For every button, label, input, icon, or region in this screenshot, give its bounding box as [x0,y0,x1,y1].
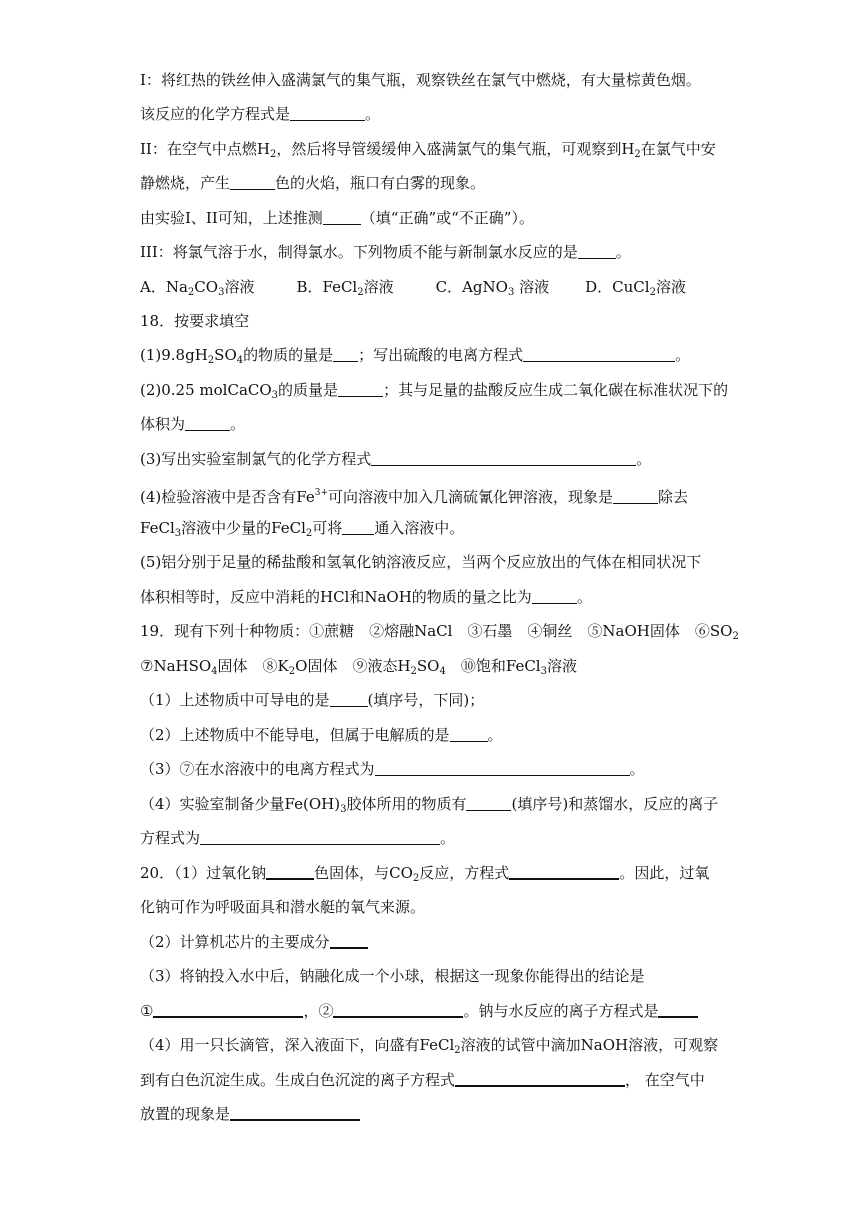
text-line [140,932,730,952]
text-line [140,70,730,90]
text-line [140,1070,730,1090]
text-run: （2）计算机芯片的主要成分 [140,933,330,951]
text-run: 溶液 [514,278,550,296]
text-run: 。 [365,105,381,123]
text-run: 溶液 [363,278,394,296]
text-run: ，② [303,1002,334,1020]
answer-blank [266,863,314,880]
text-run: （4）实验室制备少量Fe(OH) [140,795,341,813]
text-run: 的质量是 [278,381,339,399]
text-line [140,1001,730,1021]
subscript: 2 [305,528,313,539]
text-run: 。 [230,415,246,433]
answer-blank [333,346,358,362]
text-run: (4)检验溶液中是否含有Fe [140,488,315,506]
text-run: II：在空气中点燃H [140,140,270,158]
text-run: 。 [576,588,592,606]
text-run: 溶液 [546,657,577,675]
text-run: (5)铝分别于足量的稀盐酸和氢氧化钠溶液反应，当两个反应放出的气体在相同状况下 [140,553,702,571]
text-run: 的物质的量是 [243,346,334,364]
subscript: 3 [271,390,279,401]
text-run: 该反应的化学方程式是 [140,105,291,123]
text-line [140,552,730,572]
text-run: ⑩饱和FeCl [445,657,541,675]
subscript: 3 [540,666,547,677]
answer-blank [153,1001,303,1018]
text-run: （2）上述物质中不能导电，但属于电解质的是 [140,726,450,744]
answer-blank [338,381,383,397]
text-run: SO [416,657,440,675]
text-run: D．CuCl [585,278,650,296]
text-run: 化钠可作为呼吸面具和潜水艇的氧气来源。 [140,898,426,916]
subscript: 4 [439,666,446,677]
text-line [140,725,730,745]
subscript: 2 [732,631,739,642]
text-run: I：将红热的铁丝伸入盛满氯气的集气瓶，观察铁丝在氯气中燃烧，有大量棕黄色烟。 [140,71,701,89]
text-run: A．Na [140,278,188,296]
subscript: 2 [410,666,417,677]
text-run: 溶液中少量的FeCl [181,519,306,537]
subscript: 3 [340,804,347,815]
text-line [140,759,730,779]
text-line [140,897,730,917]
text-line [140,587,730,607]
text-run: 除去 [658,488,689,506]
answer-blank [230,1104,360,1121]
text-run: ，然后将导管缓缓伸入盛满氯气的集气瓶，可观察到H [276,140,635,158]
text-run: 。 [440,829,456,847]
answer-blank [323,209,361,225]
text-run: 体积相等时，反应中消耗的HCl和NaOH的物质的量之比为 [140,588,532,606]
text-run: ⑦NaHSO [140,657,212,675]
text-run: 19．现有下列十种物质：①蔗糖 ②熔融NaCl ③石墨 ④铜丝 ⑤NaOH固体 ⑥SO [140,622,733,640]
text-run: 。 [675,346,691,364]
text-run: ， 在空气中 [625,1071,705,1089]
answer-blank [230,174,275,190]
text-run: 。 [487,726,503,744]
answer-blank [333,1001,463,1018]
text-run: （3）⑦在水溶液中的电离方程式为 [140,760,375,778]
text-run: C．AgNO [435,278,508,296]
answer-blank [466,795,511,811]
subscript: 2 [187,287,195,298]
text-line [140,208,730,228]
text-line [140,104,730,124]
text-run: (2)0.25 molCaCO [140,381,272,399]
text-run: III：将氯气溶于水，制得氯水。下列物质不能与新制氯水反应的是 [140,243,578,261]
text-run: 。因此，过氧 [619,864,710,882]
subscript: 3 [174,528,182,539]
text-run: 溶液 [655,278,686,296]
text-run: 可将 [312,519,343,537]
text-run: （1）上述物质中可导电的是 [140,691,330,709]
answer-blank [371,450,636,466]
text-run: 。 [636,450,652,468]
text-run: (填序号，下同)； [367,691,485,709]
subscript: 4 [211,666,218,677]
answer-blank [200,829,440,845]
text-run: B．FeCl [296,278,358,296]
text-line [140,242,730,262]
text-line [140,380,730,400]
text-line [140,173,730,193]
text-line [140,690,730,710]
text-line [140,656,730,676]
answer-blank [330,932,368,949]
subscript: 3 [507,287,515,298]
text-run: CO [194,278,219,296]
subscript: 2 [357,287,364,298]
text-run: （3）将钠投入水中后，钠融化成一个小球，根据这一现象你能得出的结论是 [140,967,645,985]
answer-blank [375,760,630,776]
text-line [140,277,730,297]
answer-blank [523,346,675,362]
text-run: 。 [629,760,645,778]
text-run: 色固体，与CO [314,864,413,882]
text-run: 通入溶液中。 [374,519,465,537]
subscript: 2 [207,355,215,366]
text-run: 18．按要求填空 [140,312,250,330]
text-run: 可向溶液中加入几滴硫氰化钾溶液，现象是 [328,488,614,506]
subscript: 2 [454,1045,461,1056]
answer-blank [509,863,619,880]
text-line [140,1104,730,1124]
text-run: FeCl [140,519,175,537]
text-line [140,621,739,642]
text-run: (3)写出实验室制氯气的化学方程式 [140,450,372,468]
text-run: (填序号)和蒸馏水，反应的离子 [511,795,719,813]
text-line [140,828,730,848]
answer-blank [532,588,577,604]
text-line [140,139,730,159]
text-run: （4）用一只长滴管，深入液面下，向盛有FeCl [140,1036,455,1054]
text-run: 由实验I、II可知，上述推测 [140,209,323,227]
answer-blank [613,488,658,504]
text-run: 固体 ⑧K [217,657,289,675]
text-run: 。 [615,243,631,261]
text-run: SO [214,346,237,364]
text-line [140,414,730,434]
answer-blank [455,1070,625,1087]
text-line [140,518,730,538]
text-run: 放置的现象是 [140,1105,231,1123]
text-run: 体积为 [140,415,186,433]
text-run: (1)9.8gH [140,346,208,364]
text-run: 静燃烧，产生 [140,174,231,192]
text-run: 色的火焰，瓶口有白雾的现象。 [275,174,486,192]
subscript: 2 [412,873,420,884]
answer-blank [658,1001,698,1018]
text-run: （填“正确”或“不正确”）。 [360,209,534,227]
answer-blank [578,243,616,259]
subscript: 2 [634,149,641,160]
answer-blank [290,105,365,121]
text-run: 溶液的试管中滴加NaOH溶液，可观察 [460,1036,719,1054]
text-line [140,483,730,506]
text-line [140,794,730,814]
text-line [140,966,730,986]
text-run: ；其与足量的盐酸反应生成二氧化碳在标准状况下的 [383,381,729,399]
subscript: 2 [649,287,656,298]
text-run: 溶液 [224,278,255,296]
text-run: 。钠与水反应的离子方程式是 [463,1002,659,1020]
subscript: 2 [269,149,277,160]
answer-blank [330,691,368,707]
text-line [140,863,730,883]
text-line [140,1035,730,1055]
superscript: 3+ [314,488,328,498]
answer-blank [450,726,488,742]
text-line [140,345,730,365]
text-run: 在氯气中安 [640,140,716,158]
subscript: 2 [288,666,296,677]
text-run: ；写出硫酸的电离方程式 [358,346,524,364]
text-run: 反应，方程式 [419,864,510,882]
text-run: 到有白色沉淀生成。生成白色沉淀的离子方程式 [140,1071,456,1089]
text-line [140,449,730,469]
text-run: ① [140,1002,154,1020]
answer-blank [185,415,230,431]
subscript: 4 [236,355,244,366]
text-run: 方程式为 [140,829,201,847]
text-run: O固体 ⑨液态H [295,657,411,675]
text-run: 胶体所用的物质有 [346,795,467,813]
text-line [140,311,730,331]
text-run: 20．（1）过氧化钠 [140,864,267,882]
subscript: 3 [218,287,225,298]
answer-blank [342,519,374,535]
